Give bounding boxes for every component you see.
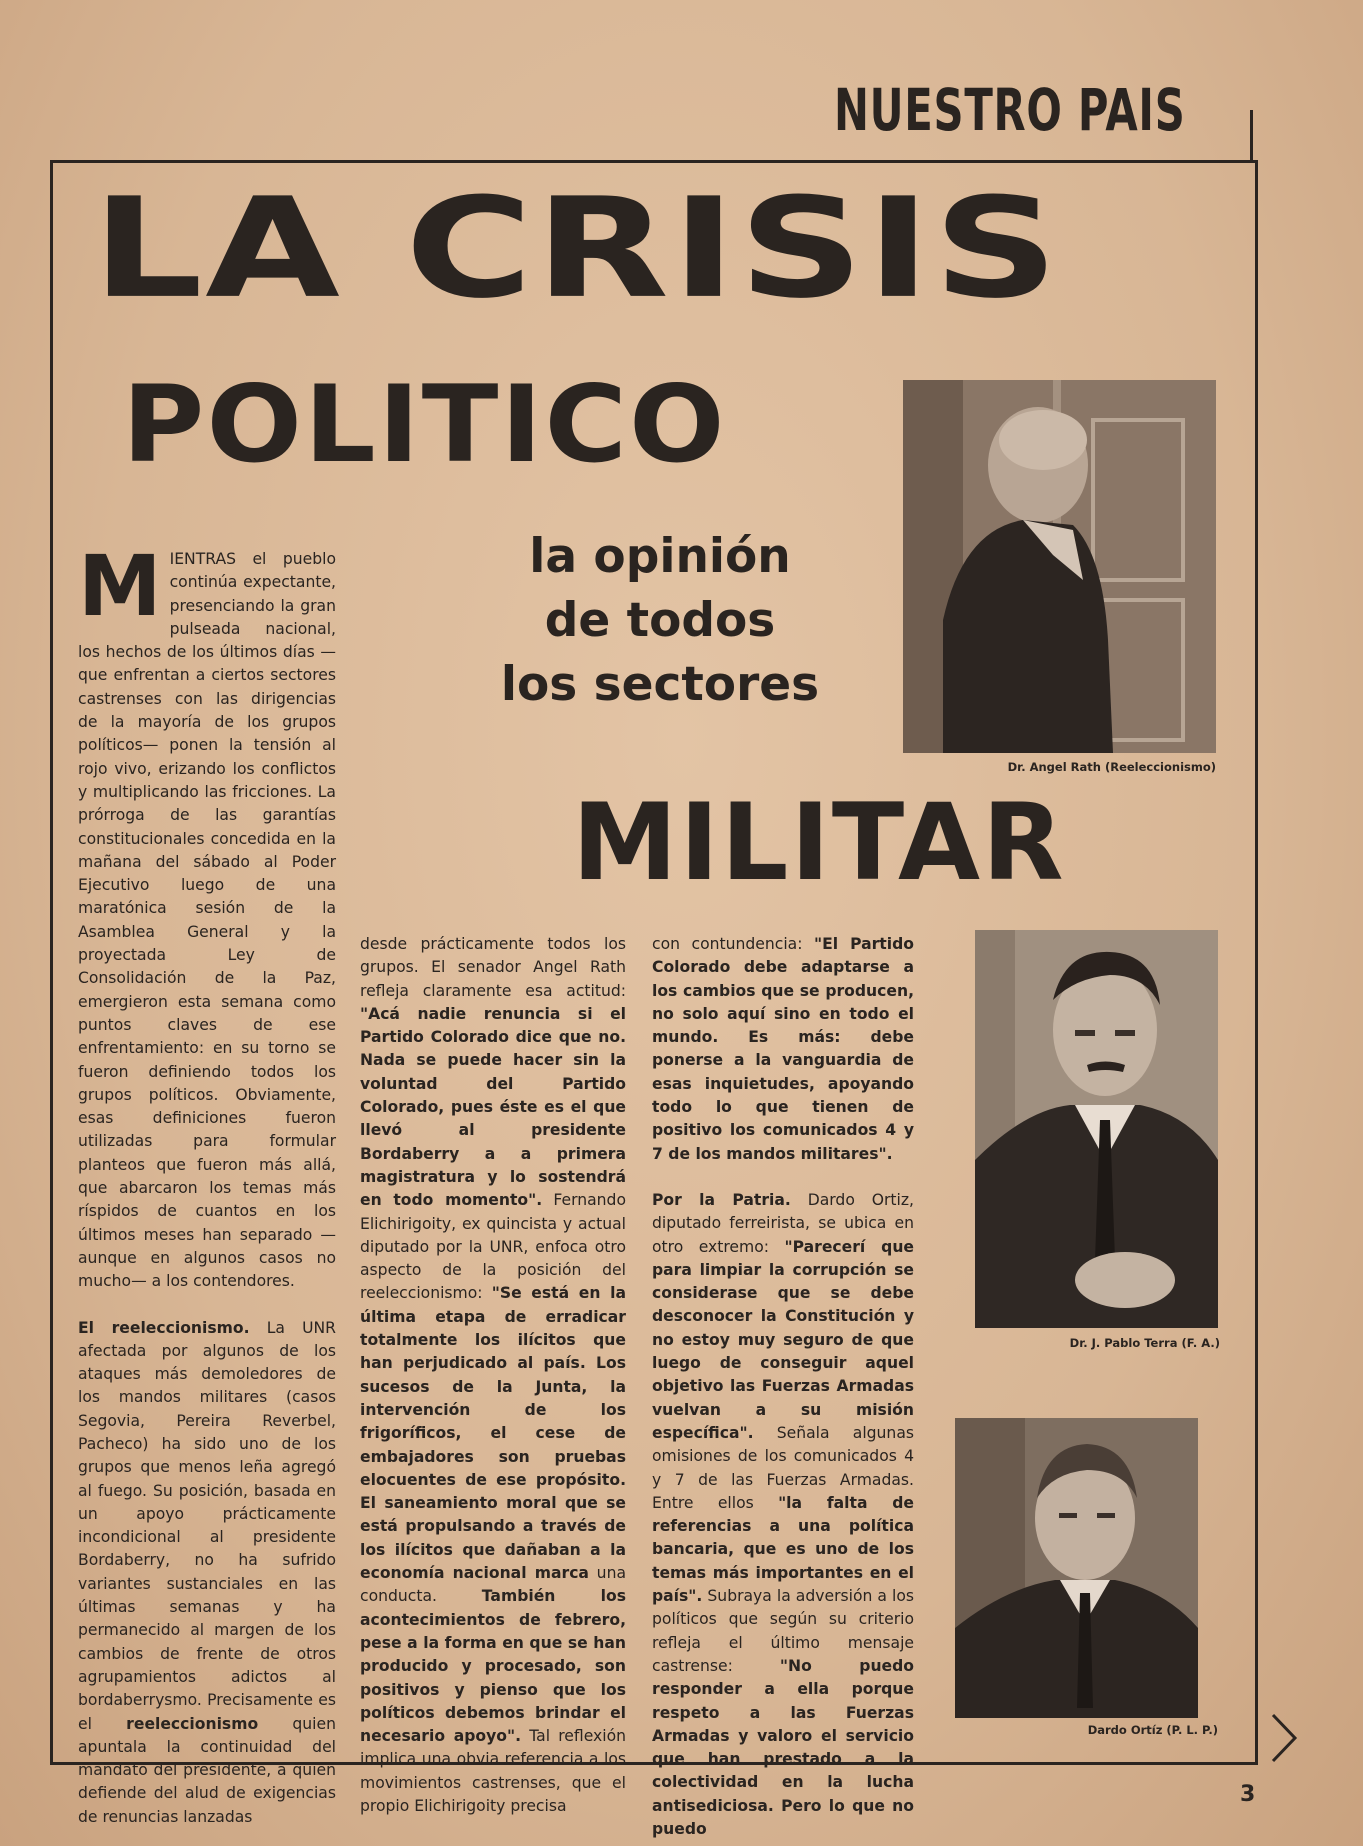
headline-line-3: MILITAR xyxy=(572,781,1066,904)
col2-text-3: una conducta. xyxy=(360,1564,627,1606)
headline-line-1: LA CRISIS xyxy=(92,168,1061,330)
photo-caption-1: Dr. Angel Rath (Reeleccionismo) xyxy=(1007,760,1216,774)
col1-text-3: quien apuntala la continuidad del mandato del presidente, a quien defiende del alud de exigencias de renuncias lanzadas xyxy=(78,1714,336,1826)
dropcap: M xyxy=(78,537,162,635)
page-number: 3 xyxy=(1240,1782,1256,1807)
photo-caption-2: Dr. J. Pablo Terra (F. A.) xyxy=(1069,1336,1220,1350)
col3-paragraph-2 xyxy=(652,1189,914,1841)
col3-paragraph-1 xyxy=(652,933,914,1166)
col1-bold-reeleccionismo: reeleccionismo xyxy=(126,1714,259,1733)
col1-lead-reeleccionismo: El reeleccionismo. xyxy=(78,1318,250,1337)
col2-paragraph xyxy=(360,933,626,1818)
col3-lead-por-la-patria: Por la Patria. xyxy=(652,1190,791,1209)
col3-quote-4: "No puedo responder a ella porque respeto a las Fuerzas Armadas y valoro el servicio que han prestado a la colectividad en la lucha antisediciosa. Pero lo que no puedo xyxy=(652,1656,914,1838)
col3-quote-2: "Parecerí que para limpiar la corrupción se considerase que se debe desconocer la Constitución y no estoy muy seguro de que luego de conseguir aquel objetivo las Fuerzas Armadas vuelvan a su misión específica". xyxy=(652,1237,914,1442)
col2-quote-3: También los acontecimientos de febrero, pese a la forma en que se han producido y procesado, son positivos y pienso que los políticos debemos brindar el necesario apoyo". xyxy=(360,1587,626,1746)
col2-text-2: Fernando Elichirigoity, ex quincista y actual diputado por la UNR, enfoca otro aspecto de la posición del reeleccionismo: xyxy=(360,1191,626,1303)
photo-dardo-ortiz xyxy=(955,1418,1198,1718)
continue-arrow-icon xyxy=(1270,1712,1298,1764)
col1-paragraph-2 xyxy=(78,1317,336,1830)
photo-pablo-terra xyxy=(975,930,1218,1328)
subhead-line-2: de todos xyxy=(544,593,776,648)
col3-quote-1: "El Partido Colorado debe adaptarse a los cambios que se producen, no solo aquí sino en todo el mundo. Es más: debe ponerse a la vanguardia de esas inquietudes, apoyando todo lo que tienen de positivo los comunicados 4 y 7 de los mandos militares". xyxy=(652,935,914,1163)
col2-quote-1: "Acá nadie renuncia si el Partido Colorado dice que no. Nada se puede hacer sin la voluntad del Partido Colorado, pues éste es el que llevó al presidente Bordaberry a a primera magistratura y lo sostendrá en todo momento". xyxy=(360,1004,626,1210)
col3-text-4: Subraya la adversión a los políticos que según su criterio refleja el último mensaje castrense: xyxy=(652,1587,914,1675)
col3-text-3: Señala algunas omisiones de los comunicados 4 y 7 de las Fuerzas Armadas. Entre ellos xyxy=(652,1423,914,1512)
col1-text-2: La UNR afectada por algunos de los ataques más demoledores de los mandos militares (casos Segovia, Pereira Reverbel, Pacheco) ha sido uno de los grupos que menos leña agregó al fuego. Su posición, basada en un apoyo prácticamente incondicional al presidente Bordaberry, no ha sufrido variantes sustanciales en las últimas semanas y ha permanecido al margen de los cambios de frente de otros agrupamientos adictos al bordaberrysmo. Precisamente es el xyxy=(78,1318,336,1733)
article-column-2 xyxy=(360,933,626,1818)
article-column-1 xyxy=(78,537,336,1829)
section-header xyxy=(820,70,1270,150)
subheadline xyxy=(440,525,880,717)
col3-quote-3: "la falta de referencias a una política bancaria, que es uno de los temas más importantes en el país". xyxy=(652,1493,914,1606)
photo-angel-rath xyxy=(903,380,1216,753)
col2-quote-2: "Se está en la última etapa de erradicar totalmente los ilícitos que han perjudicado al país. Los sucesos de la Junta, la intervención de los frigoríficos, el cese de embajadores son pruebas elocuentes de ese propósito. El saneamiento moral que se está propulsando a través de los ilícitos que dañaban a la economía nacional marca xyxy=(360,1284,626,1583)
col1-text-1: IENTRAS el pueblo continúa expectante, presenciando la gran pulseada nacional, los hechos de los últimos días —que enfrentan a ciertos sectores castrenses con las dirigencias de la mayoría de los grupos políticos— ponen la tensión al rojo vivo, erizando los conflictos y multiplicando las fricciones. La prórroga de las garantías constitucionales concedida en la mañana del sábado al Poder Ejecutivo luego de una maratónica sesión de la Asamblea General y la proyectada Ley de Consolidación de la Paz, emergieron esta semana como puntos claves de ese enfrentamiento: en su torno se fueron definiendo todos los grupos políticos. Obviamente, esas definiciones fueron utilizadas para formular planteos que fueron más allá, que abarcaron los temas más ríspidos de cuantos en los últimos meses han separado —aunque en algunos casos no mucho— a los contendores. xyxy=(78,550,336,1291)
subhead-line-3: los sectores xyxy=(500,657,820,712)
col3-text-1: con contundencia: xyxy=(652,935,814,953)
paragraph-gap xyxy=(652,1166,914,1189)
photo-caption-3: Dardo Ortíz (P. L. P.) xyxy=(1087,1723,1218,1737)
paragraph-gap xyxy=(78,1294,336,1317)
col1-paragraph-1 xyxy=(78,537,336,1294)
header-divider xyxy=(1250,110,1253,162)
col2-text-1: desde prácticamente todos los grupos. El senador Angel Rath refleja claramente esa actitud: xyxy=(360,935,626,1000)
article-column-3 xyxy=(652,933,914,1841)
subhead-line-1: la opinión xyxy=(529,529,791,584)
col2-text-4: Tal reflexión implica una obvia referencia a los movimientos castrenses, que el propio Elichirigoity precisa xyxy=(360,1727,626,1815)
col3-text-2: Dardo Ortiz, diputado ferreirista, se ubica en otro extremo: xyxy=(652,1190,915,1256)
headline-line-2: POLITICO xyxy=(122,363,727,486)
section-title: NUESTRO PAIS xyxy=(834,76,1186,144)
